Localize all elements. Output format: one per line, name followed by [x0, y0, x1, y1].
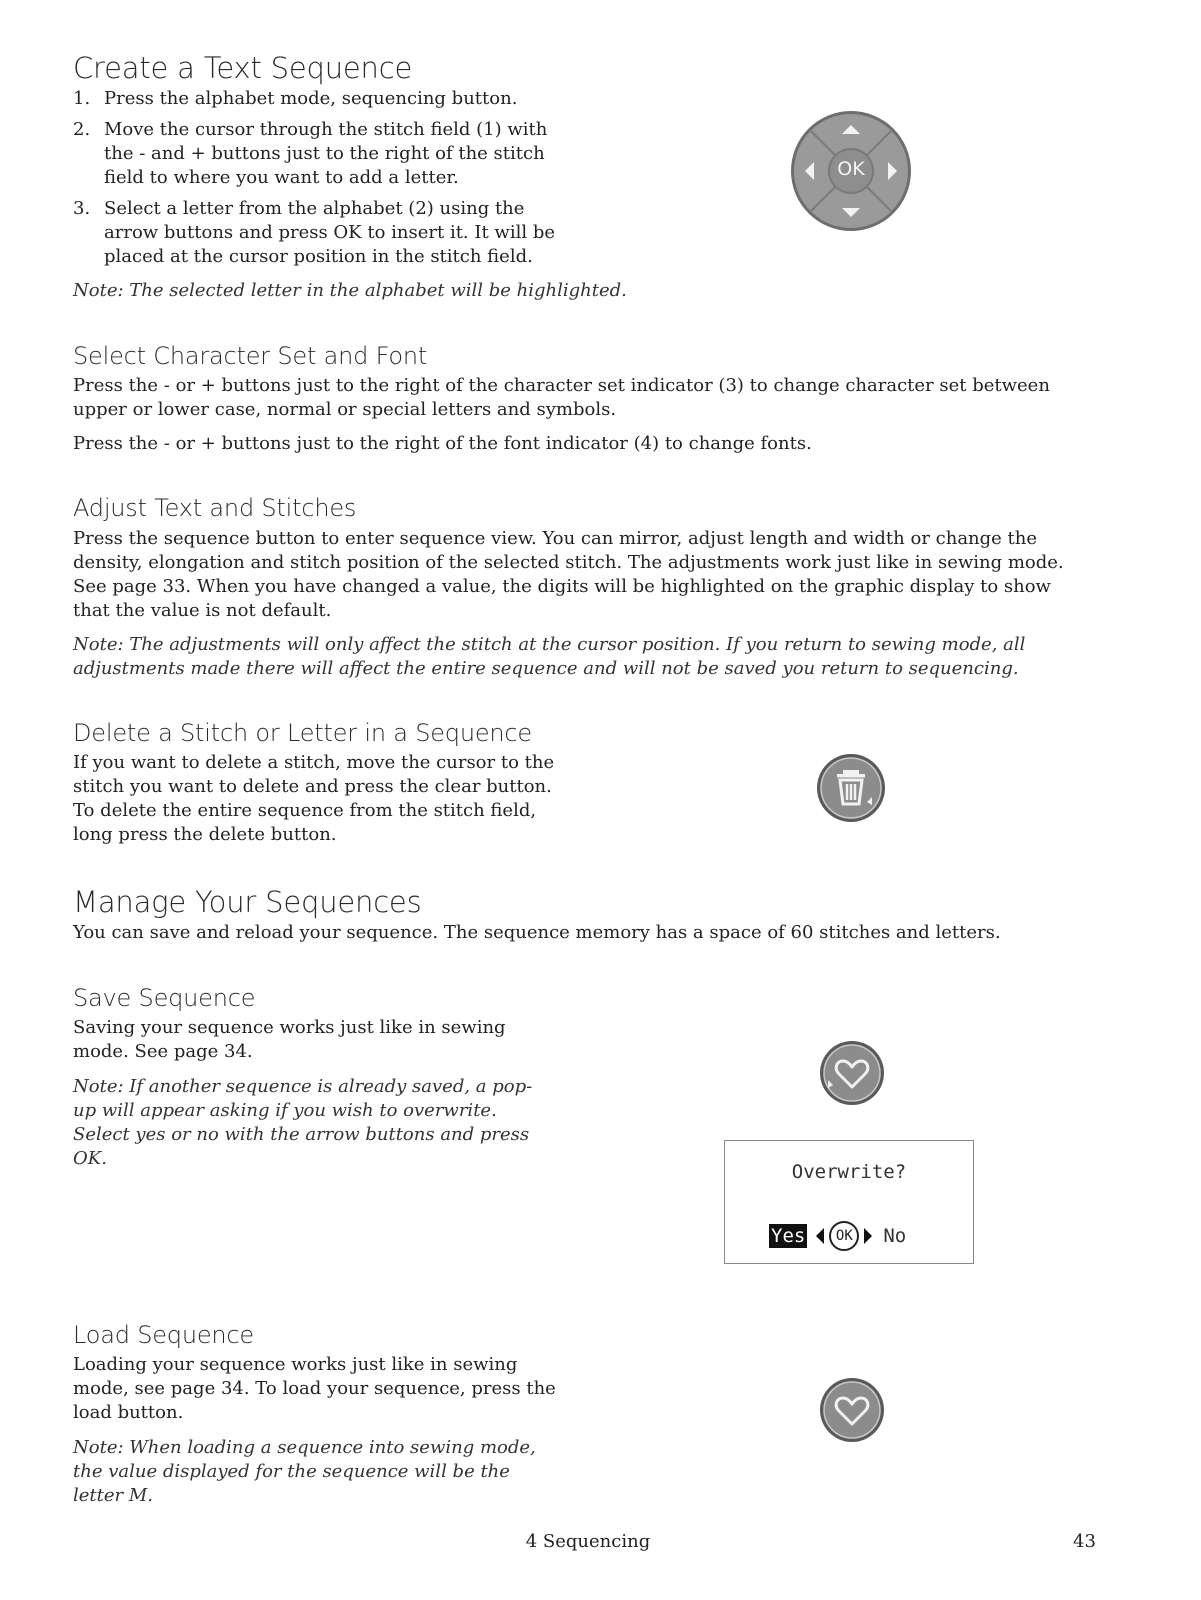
ok-navigation-wheel: [790, 110, 912, 236]
popup-options: [769, 1223, 906, 1249]
note-load: Note: When loading a sequence into sewing mode, the value displayed for the sequence will be the letter M.: [73, 1437, 536, 1506]
popup-yes-option[interactable]: Yes: [771, 1225, 806, 1247]
list-text: Select a letter from the alphabet (2) using the arrow buttons and press OK to insert it. It will be placed at the cursor position in the stitch field.: [104, 198, 556, 267]
popup-no-option[interactable]: No: [883, 1225, 907, 1247]
arrow-left-icon: [813, 1226, 827, 1246]
list-item: [73, 197, 573, 269]
paragraph-adjust: Press the sequence button to enter sequence view. You can mirror, adjust length and width or change the density, elongation and stitch position of the selected stitch. The adjustments work just like in sewing mode. See page 33. When you have changed a value, the digits will be highlighted on the graphic display to show that the value is not default.: [73, 528, 1064, 621]
paragraph-load: Loading your sequence works just like in sewing mode, see page 34. To load your sequence, press the load button.: [73, 1354, 556, 1423]
delete-button-icon: [816, 753, 886, 827]
ok-label: OK: [837, 158, 865, 180]
load-button-icon: [819, 1377, 885, 1447]
list-item: [73, 118, 573, 190]
overwrite-popup: [724, 1140, 974, 1264]
note-save: Note: If another sequence is already saved, a pop-up will appear asking if you wish to overwrite. Select yes or no with the arrow buttons and press OK.: [73, 1076, 533, 1169]
paragraph-font: Press the - or + buttons just to the right of the font indicator (4) to change fonts.: [73, 433, 812, 454]
heading-save-sequence: Save Sequence: [73, 984, 256, 1012]
footer-page-number: 43: [1073, 1531, 1096, 1552]
heading-delete-stitch: Delete a Stitch or Letter in a Sequence: [73, 719, 532, 747]
paragraph-character-set: Press the - or + buttons just to the right of the character set indicator (3) to change character set between upper or lower case, normal or special letters and symbols.: [73, 375, 1050, 420]
save-button-icon: [819, 1040, 885, 1110]
paragraph-save: Saving your sequence works just like in sewing mode. See page 34.: [73, 1017, 506, 1062]
list-number: 1.: [73, 88, 91, 109]
list-number: 2.: [73, 119, 91, 140]
heading-create-text-sequence: Create a Text Sequence: [73, 51, 413, 85]
heading-adjust-text: Adjust Text and Stitches: [73, 494, 357, 522]
footer-chapter: 4 Sequencing: [525, 1531, 651, 1552]
heading-load-sequence: Load Sequence: [73, 1321, 254, 1349]
popup-ok-button[interactable]: OK: [829, 1221, 859, 1251]
paragraph-manage: You can save and reload your sequence. The sequence memory has a space of 60 stitches and letters.: [73, 922, 1001, 943]
list-number: 3.: [73, 198, 91, 219]
heading-manage-sequences: Manage Your Sequences: [73, 885, 422, 919]
arrow-right-icon: [861, 1226, 875, 1246]
popup-title: Overwrite?: [791, 1161, 907, 1183]
list-item: [73, 87, 573, 111]
list-text: Move the cursor through the stitch field (1) with the - and + buttons just to the right of the stitch field to where you want to add a letter.: [104, 119, 548, 188]
note-selected-letter: Note: The selected letter in the alphabet will be highlighted.: [73, 280, 627, 301]
heading-select-character-set: Select Character Set and Font: [73, 342, 428, 370]
paragraph-delete: If you want to delete a stitch, move the cursor to the stitch you want to delete and press the clear button. To delete the entire sequence from the stitch field, long press the delete button.: [73, 752, 555, 845]
list-text: Press the alphabet mode, sequencing button.: [104, 88, 518, 109]
note-adjustments: Note: The adjustments will only affect the stitch at the cursor position. If you return to sewing mode, all adjustments made there will affect the entire sequence and will not be saved you return to sequencing.: [73, 634, 1026, 679]
